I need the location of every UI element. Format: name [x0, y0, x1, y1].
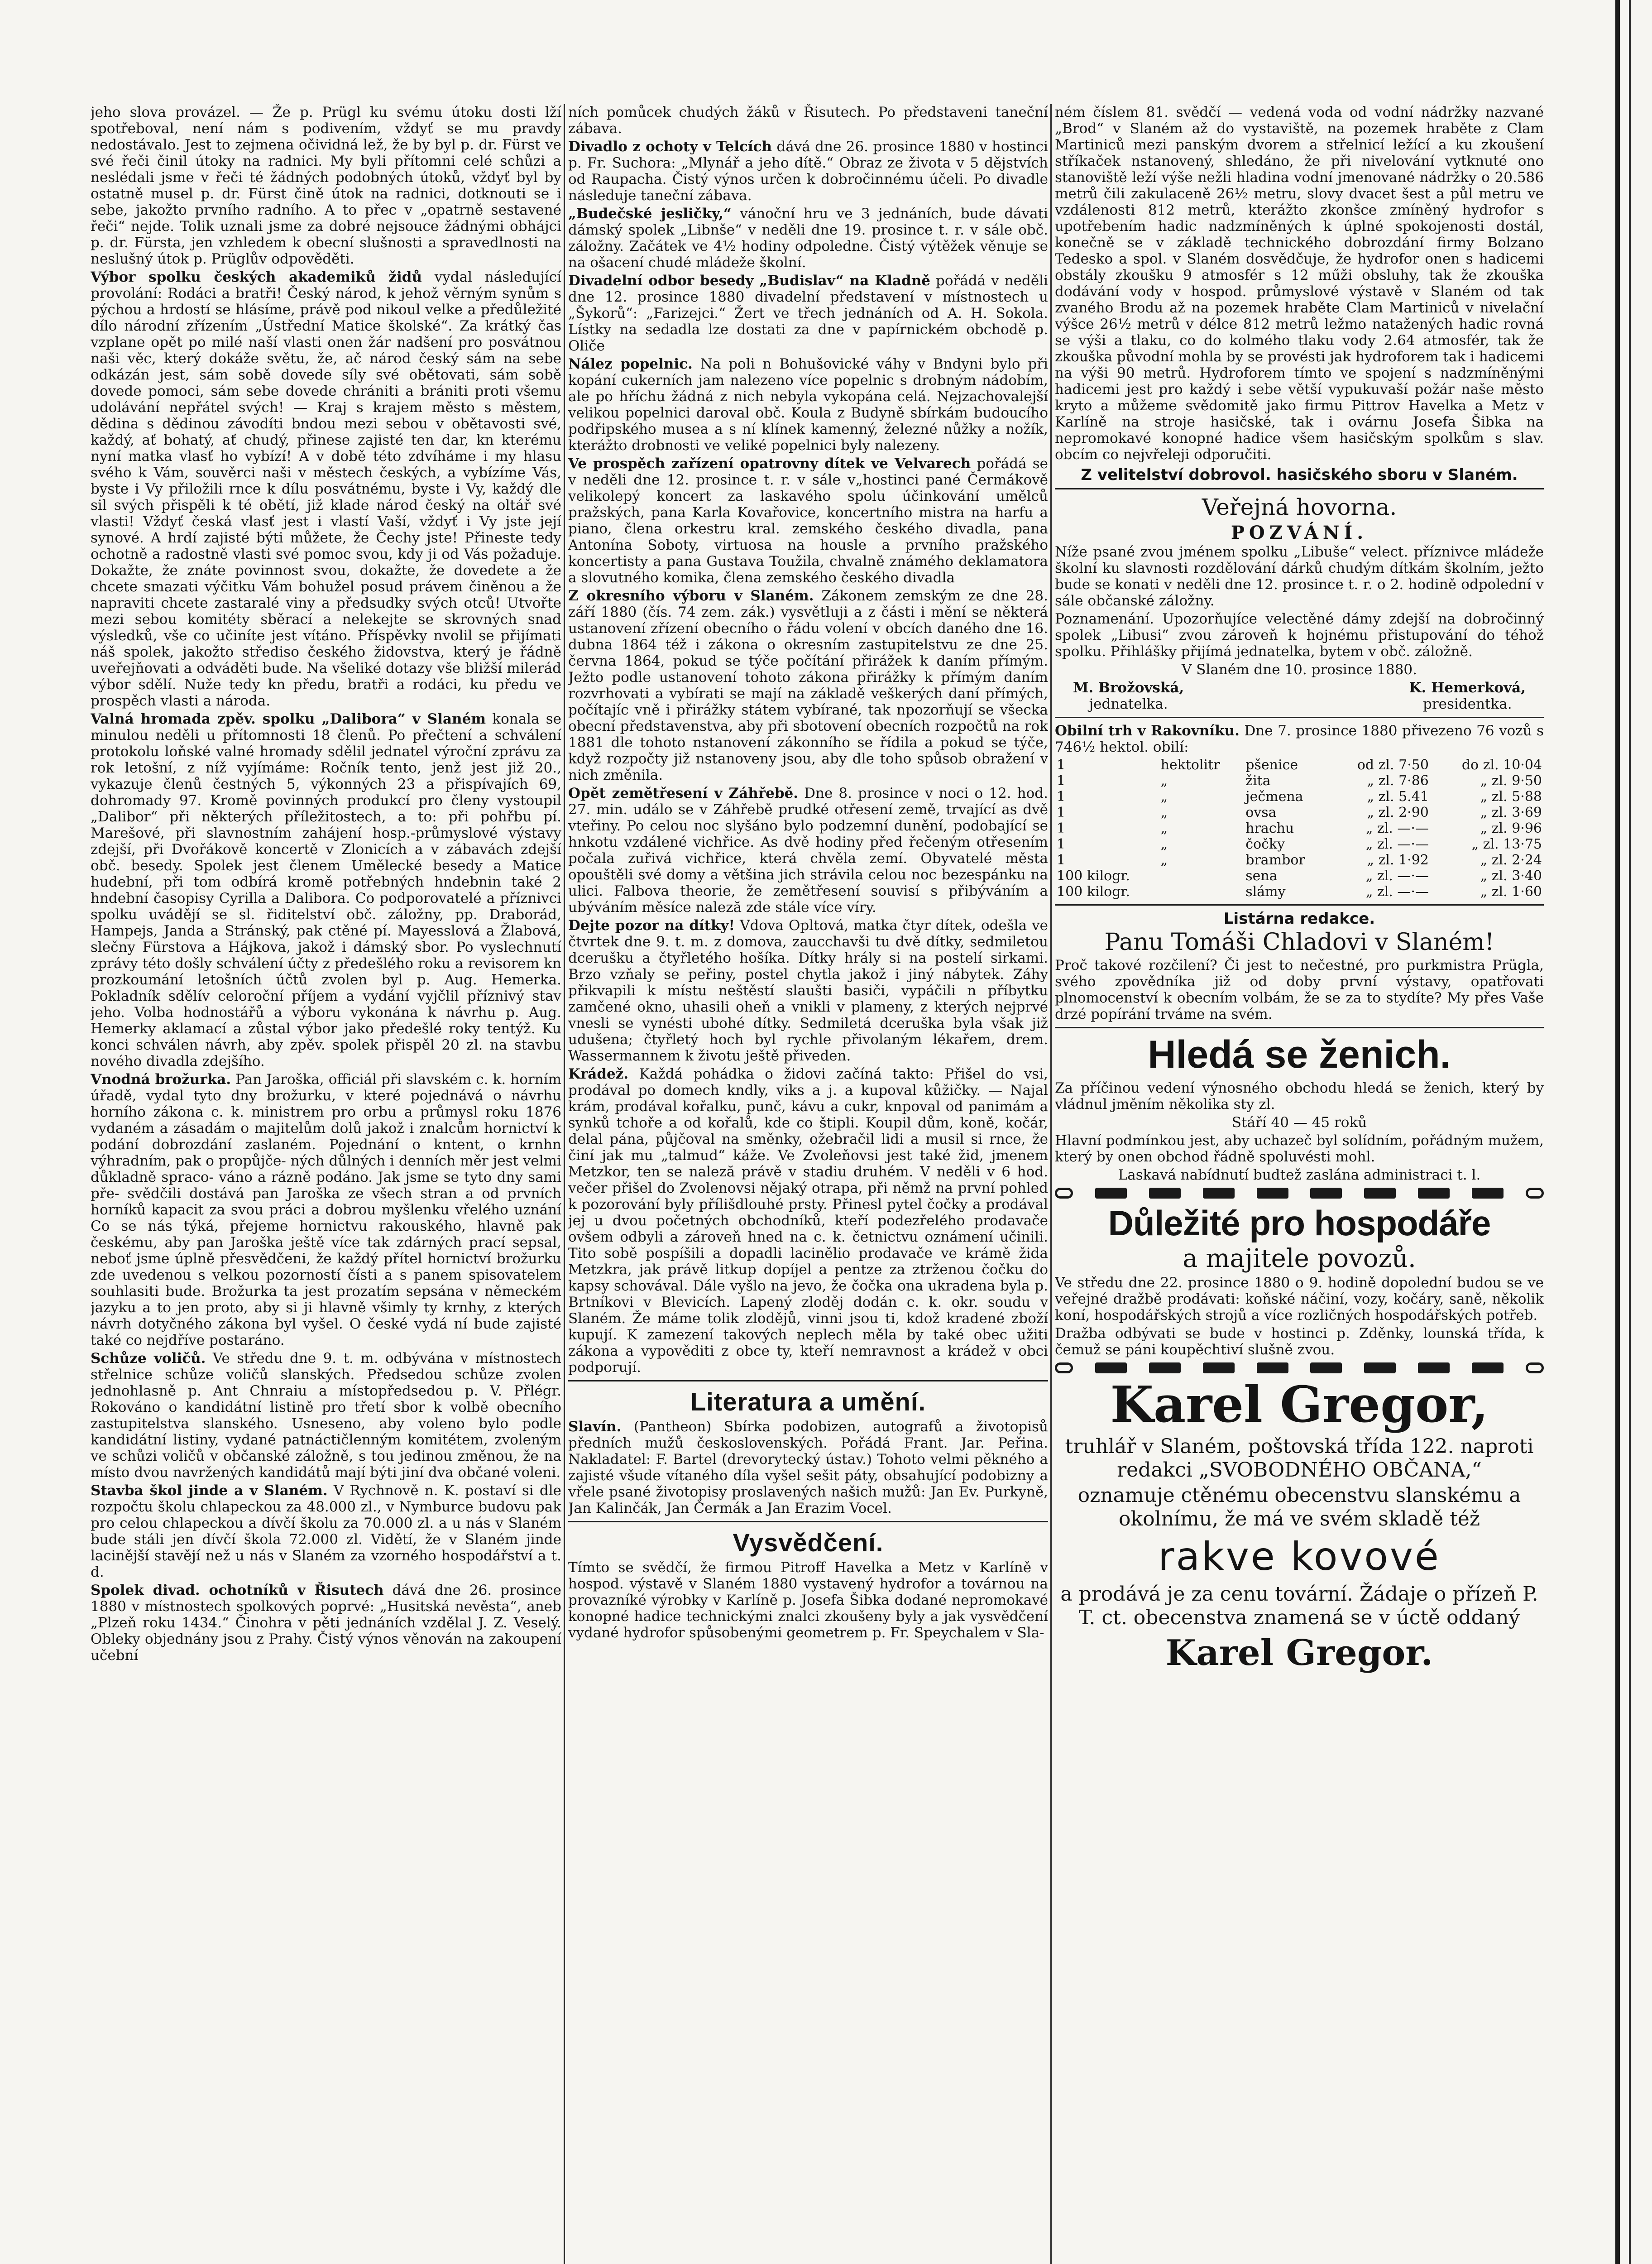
price-cell-unit: hektolitr: [1160, 757, 1220, 773]
body-valna: konala se minulou neděli u přítomnosti 18 členů. Po přečtení a schválení protokolu loňské valné hromady sdělil jednatel výroční zprávu za rok letošní, z níž vyjímáme: Ročník tento, jenž jest již 20., vykazuje členů čestných 5, výkonných 23 a přispívajích 69, dohromady 97. Kromě povinných produkcí pro členy vystoupil „Dalibor“ při některých příležitostech, a to: při pohřbu pí. Marešové, při slavnostním zahájení hosp.-průmyslové výstavy zdejší, při Dvořákově koncertě v Zlonicích a v zábavách zdejší obč. besedy. Spolek jest členem Umělecké besedy a Matice hudební, při tom odbírá kromě potřebných hndebnin také 2 hndební časopisy Cyrilla a Dalibora. Co podporovatelé a příznivci spolku uvádějí se sl. řiditelství obč. záložny, pp. Draborád, Hampejs, Janda a Stránský, pak ctěné pí. Mayesslová a Žlabová, slečny Fürstova a Hájkova, jakož i dámský sbor. Po vyslechnutí zprávy této došly schválení účty z předešlého roku a revisorem kn prozkoumání letošních účtů zvolen byl p. Aug. Hemerka. Pokladník sdělív celoroční příjem a vydání vyjčlil příznivý stav jeho. Volba hodnostářů a výboru vykonána k návrhu p. Aug. Hemerky aklamací a zůstal výbor jako předešlé roky tentýž. Ku konci schválen návrh, aby zpěv. spolek přispěl 20 zl. na stavbu nového divadla zdejšího.: [91, 711, 561, 1070]
body-zemetreseni: Dne 8. prosince v noci o 12. hod. 27. min. událo se v Záhřebě prudké otřesení země, trvající as dvě vteřiny. Po celou noc slyšáno bylo podzemní dunění, podobající se hnkotu vzdálené vichřice. As dvě hodiny před řečeným otřesením počala zuřivá vichřice, která chvěla zemí. Obyvatelé města opouštěli své domy a většina jich strávila celou noc bezespánku na ulici. Falbova theorie, že zemětřesení souvisí s přibýváním a ubýváním měsíce naleză zde stále více víry.: [568, 785, 1048, 916]
divider-literatura: [568, 1380, 1048, 1381]
price-row: [1055, 789, 1544, 805]
price-cell-from: „ zl. 5.41: [1367, 789, 1429, 805]
price-cell-item: ječmena: [1245, 789, 1303, 805]
heading-nalez: Nález popelnic.: [568, 356, 693, 372]
chain-link-icon: [1203, 1362, 1235, 1373]
body-nalez: Na poli n Bohušovické váhy v Bndyni bylo při kopání cukerních jam nalezeno více popelnic s drobným nádobím, ale po hříchu žádná z nich nebyla vykopána celá. Nejzachovalejší velikou popelnici daroval obč. Koula z Budyně sbírkám budoucího podřipského musea a s ní klínek kamenný, železné nůžky a nožík, kterážto drobnosti ve veliké popelnici byly nalezeny.: [568, 356, 1048, 454]
price-cell-item: ovsa: [1245, 805, 1277, 820]
chain-link-icon: [1257, 1188, 1288, 1199]
price-cell-qty: 100 kilogr.: [1057, 884, 1130, 900]
chain-ring-icon: [1526, 1362, 1544, 1373]
ad-gregor-body: a prodává je za cenu tovární. Žádaje o přízeň P. T. ct. obecenstva znamená se v úctě oddaný: [1060, 1583, 1538, 1629]
price-cell-from: od zl. 7·50: [1357, 757, 1429, 773]
price-cell-qty: 1: [1057, 852, 1066, 868]
price-cell-from: „ zl. —·—: [1365, 836, 1429, 852]
price-cell-to: „ zl. 9·50: [1480, 773, 1542, 789]
article-nalez: [568, 356, 1048, 454]
chain-ring-icon: [1526, 1188, 1544, 1199]
article-prospech: [568, 456, 1048, 586]
ad-gregor-address: truhlář v Slaném, poštovská třída 122. naproti redakci „SVOBODNÉHO OBČANA,“: [1065, 1435, 1534, 1482]
body-vnodna: Pan Jaroška, officiál při slavském c. k. horním úřadě, vydal tyto dny brožurku, v které pojednává o návrhu horního zákona c. k. ministrem pro orbu a průmysl roku 1876 vydaném a zásadám o majitelům dolů jakož i znalcům hornictví k podání dobrozdání zaslaném. Pojednání o kntent, o krnhn výhradním, pak o propůjče- ných důlných i denních měr jest velmi důkladně spraco- váno a rázně podáno. Jak jsme se tyto dny sami pře- svědčili dostává pan Jaroška ze všech stran a od prvních horníků kapacit za svou práci a dobrou myšlenku vřelého uznání Co se nás týká, přejeme hornictvu rakouského, hlavně pak českému, aby pan Jaroška ještě více tak zdárných prací sepsal, neboť jsme úplně přesvědčeni, že každý přítel hornictví brožurku zde uvedenou s velkou pozorností čísti a s panem spisovatelem souhlasiti bude. Brožurka ta jest prozatím sepsána v německém jazyku a to jen proto, aby si ji hlavně všimly ty krnhy, z kterých návrh dotyčného zákona byl vyšel. O české vydá ní bude zajisté také co nejdříve postaráno.: [91, 1071, 561, 1348]
chain-link-icon: [1095, 1362, 1127, 1373]
chain-link-icon: [1418, 1362, 1450, 1373]
column-divider-2: [1050, 104, 1052, 2264]
signature-right-name: K. Hemerková,: [1409, 680, 1526, 696]
article-prugl: jeho slova provázel. — Že p. Prügl ku svému útoku dosti lží spotřeboval, není nám s podivením, vždyť se mu pravdy nedostávalo. Jest to zejmena očividná lež, že by byl p. dr. Fürst ve své řeči činil útoky na radnici. My byli přítomni celé schůzi a neslédali jsme v řeči té žádných podobných útoků, vždyť byl by ostatně musel p. dr. Fürst čině útok na radnici, dotknouti se i sebe, jakožto prvního radního. A to přec v „opatrně sestavené řeči“ nejde. Tolik uznali jsme za dobré nejsouce žádnými obhájci p. dr. Fürsta, jen vzhledem k obecní slušnosti a spravedlnosti na neslušný útok p. Prüglův odpověděti.: [91, 104, 561, 267]
price-cell-from: „ zl. 7·86: [1367, 773, 1429, 789]
signature-left: [1073, 680, 1184, 712]
heading-budislav: Divadelní odbor besedy „Budislav“ na Kladně: [568, 273, 930, 289]
column-1: [91, 104, 561, 2264]
heading-chladovi: Panu Tomáši Chladovi v Slaném!: [1104, 929, 1494, 956]
article-stavba: [91, 1482, 561, 1580]
article-schuze: [91, 1350, 561, 1481]
heading-stavba: Stavba škol jinde a v Slaném.: [91, 1482, 328, 1499]
body-budecske: vánoční hru ve 3 jednáních, bude dávati dámský spolek „Libnše“ v neděli dne 19. prosince t. r. v sále obč. záložny. Začátek ve 4½ hodiny odpoledne. Čistý výtěžek věnuje se na ošacení chudé mládeže školní.: [568, 206, 1048, 271]
article-budislav: [568, 273, 1048, 354]
article-telc: [568, 139, 1048, 204]
article-zemetreseni: [568, 785, 1048, 916]
article-dejte: [568, 917, 1048, 1064]
price-cell-item: sena: [1245, 868, 1278, 884]
article-slavin: [568, 1419, 1048, 1516]
divider-obilni: [1055, 717, 1544, 718]
heading-spolek: Spolek divad. ochotníků v Řisutech: [91, 1582, 384, 1598]
signatures: [1055, 680, 1544, 712]
signature-left-role: jednatelka.: [1089, 696, 1168, 712]
article-kradez: [568, 1066, 1048, 1376]
chain-border-top: [1055, 1188, 1544, 1199]
ad-hospodare-drazba: Dražba odbývati se bude v hostinci p. Zděnky, lounská třída, k čemuž se páni koupěchtiví slušně zvou.: [1055, 1325, 1544, 1358]
ad-gregor-signature: Karel Gregor.: [1165, 1632, 1433, 1674]
body-vybor: vydal následující provolání: Rodáci a bratři! Český národ, k jehož věrným synům s pýchou a hrdostí se hlásíme, právě pod nikoul velke a předůležité dílo národní zřízením „Ústřední Matice školské“. Za krátký čas vzplane opět po milé naší vlasti onen žár nadšení pro posvátnou naši věc, který dokáže světu, že, ač národ český sám na sebe odkázán jest, sám sobě dovede síly své obětovati, sám sobě dovede pomoci, sám sebe dovede chrániti a brániti proti všemu udolávání nepřátel svých! — Kraj s krajem město s městem, dědina s dědinou závodíti bndou mezi sebou v obětavosti své, každý, ať bohatý, ať chudý, přinese zajisté ten dar, kn kterému nyní matka vlasť ho vybízí! A v době této zdvíháme i my hlasu svého k Vám, souvěrci naši v městech českých, a vybízíme Vás, byste i Vy přiložili rnce k dílu posvátnému, byste i Vy, každý dle sil svých přispěli k té obětí, již klade národ český na oltář své vlasti! Vždyť česká vlasť jest i vlastí Vaší, vždyť i Vy jste její synové. A hrdí zajisté býti můžete, že Čechy jste! Přineste tedy ochotně a radostně vlasti své pomoc svou, kdy ji od Vás požaduje. Dokažte, že znáte povinnost svou, dokažte, že dovedete a že chcete smazati výčitku Vám bohužel posud právem činěnou a že napraviti chcete zastaralé viny a předsudky svých otců! Utvořte mezi sebou komitéty sběrací a nelekejte se skrovných snad výsledků, vše co učiníte jest vítáno. Příspěvky nvolil se přijímati náš spolek, jakožto střediso českého židovstva, který je řádně uveřejňovati a odváděti bude. Na všeliké dotazy vše bližší milerád výbor sdělí. Nuže tedy kn předu, bratři a rodáci, ku předu ve prospěch vlasti a národa.: [91, 269, 561, 709]
body-slavin: (Pantheon) Sbírka podobizen, autografů a životopisů předních mužů československých. Pořádá Frant. Jar. Peřina. Nakladatel: F. Bartel (drevorytecký ústav.) Tohoto velmi pěkného a zajisté všude vítaného díla vyšel sešit páty, obsahující podobizny a vřele psané životopisy proslavených našich mužů: Jan Ev. Purkyně, Jan Kalinčák, Jan Čermák a Jan Erazim Vocel.: [568, 1419, 1048, 1516]
price-cell-item: brambor: [1245, 852, 1305, 868]
price-cell-item: čočky: [1245, 836, 1285, 852]
signature-left-name: M. Brožovská,: [1073, 680, 1184, 696]
heading-velitelstvi: Z velitelství dobrovol. hasičského sboru v Slaném.: [1081, 466, 1518, 484]
price-row: [1055, 805, 1544, 820]
heading-vnodna: Vnodná brožurka.: [91, 1071, 231, 1088]
article-obilni: [1055, 723, 1544, 755]
price-cell-qty: 1: [1057, 836, 1066, 852]
body-zenich: Za příčinou vedení výnosného obchodu hledá se ženich, který by vládnul jměním několika sty zl.: [1055, 1080, 1544, 1113]
chain-link-icon: [1472, 1362, 1504, 1373]
body-poznamenani: Poznamenání. Upozorňujíce velectěné dámy zdejší na dobročinný spolek „Libusi“ zvou zároveň k hojnému přistupování do téhož spolku. Přihlášky přijímá jednatelka, bytem v obč. záložně.: [1055, 611, 1544, 660]
body-chladovi: Proč takové rozčilení? Či jest to nečestné, pro purkmistra Prügla, svého zpovědníka již od doby první výstavy, opatřovati plnomocenství k obecním volbám, že se za to stydíte? My přes Vaše drzé popírání trváme na svém.: [1055, 957, 1544, 1022]
heading-kradez: Krádež.: [568, 1066, 629, 1082]
body-dejte: Vdova Opltová, matka čtyr dítek, odešla ve čtvrtek dne 9. t. m. z domova, zaucchavši tu dvě dítky, sedmiletou dcerušku a čtyřletého hošíka. Dítky hrály si na postelí sirkami. Brzo vzňaly se peřiny, postel chytla jakož i jiný nábytek. Záhy přikvapili k místu neštěstí slaušti basiči, vypáčili n příbytku zamčené okno, uhasili oheň a vnikli v plameny, z kterých nejprvé vnesli se vynésti ubohé dítky. Sedmiletá dceruška byla však již udušena; čtyřletý hoch byl rychle přivolaným lékařem, drem. Wassermannem k životu ještě přiveden.: [568, 917, 1048, 1064]
price-cell-item: slámy: [1245, 884, 1286, 900]
body-telc: dává dne 26. prosince 1880 v hostinci p. Fr. Suchora: „Mlynář a jeho dítě.“ Obraz ze života v 5 dějstvích od Raupacha. Čistý výnos určen k dobročinnému účeli. Po divadle následuje taneční zábava.: [568, 139, 1048, 204]
chain-link-icon: [1472, 1188, 1504, 1199]
chain-link-icon: [1149, 1362, 1181, 1373]
divider-hovorna: [1055, 488, 1544, 489]
price-cell-qty: 1: [1057, 773, 1066, 789]
article-intro-3: ném číslem 81. svědčí — vedená voda od vodní nádržky nazvané „Brod“ v Slaném až do vystaviště, na pozemek hraběte z Clam Martiniců mezi panským dvorem a střelnicí ležící a ku zkoušení stříkaček nstanovený, shledáno, že při nivelování vytknuté ono stanoviště leží výše nežli hladina vodní jmenované nádržky o 20.586 metrů čili zakulaceně 26½ metru, slovy dvacet šest a půl metru ve vzdálenosti 812 metrů, kterážto zkonšce zmíněný hydrofor s upotřebením hadic nadzmíněných k úplné spokojenosti dostál, konečně se v základě technického dobrozdání firmy Bolzano Tedesko a spol. v Slaném dosvědčuje, že hydrofor onen s hadicemi obstály zkoušku 9 atmosfér s 12 műži obsluhy, tak že zkouška dodávání vody v hospod. průmyslové výstavě v Slaném od tak zvaného Brodu až na pozemek hraběte Clam Martiniců v nivelační výšce 26½ metrů v délce 812 metrů ležmo natažených hadic rovná se výši a tlaku, co do kolmého tlaku vody 2.64 atmosfér, tak že zkouška původní mohla by se provésti jak hydroforem tak i hadicemi na výši 90 metrů. Hydroforem tímto ve spojení s nadzmíněnými hadicemi jest pro každý i sebe větší vypukuvaší požár naše město kryto a můžeme svědomitě jako firmu Pittrov Havelka a Metz v Karlíně na stroje hasičské, tak i ovárnu Josefa Šibka na nepromokavé konopné hadice všem hasičským spolkům s slav. obcím co nejvřeleji odporučiti.: [1055, 104, 1544, 463]
price-cell-to: „ zl. 3·40: [1480, 868, 1542, 884]
chain-link-icon: [1095, 1188, 1127, 1199]
body-okresni: Zákonem zemským ze dne 28. září 1880 (čís. 74 zem. zák.) vysvětluji a z části i mění se některá ustanovení zřízení obecního o řádu volení v obcích daného dne 16. dubna 1864 též i zákona o okresním zastupitelstvu ze dne 25. června 1864, pokud se týče počítání přirážek k daním přímým. Ježto podle ustanovení tohoto zákona přirážky k přímým daním rozvrhovati a vybírati se mají na základě veškerých daní přímých, počítajíc vně i přirážky státem vybírané, tak npozorňují se všecka obecní představenstva, aby při sbotovení obecních rozpočtů na rok 1881 dle tohoto nstanovení zákonního se řídila a pokud se týče, když rozpočty již nstanoveny jsou, aby dle toho spůsob obražení v nich změnila.: [568, 588, 1048, 783]
chain-ring-icon: [1055, 1188, 1073, 1199]
article-spolek: [91, 1582, 561, 1664]
heading-budecske: „Budečské jesličky,“: [568, 206, 732, 222]
price-cell-from: „ zl. —·—: [1365, 884, 1429, 900]
price-row: [1055, 868, 1544, 884]
body-kradez: Každá pohádka o židovi začíná takto: Přišel do vsi, prodával po domech kndly, viks a j. a kupoval kůžičky. — Najal krám, prodával kořalku, punč, kávu a cukr, knpoval od panimám a synků tchoře a od kořalů, kde co štipli. Koupil dům, koně, kočár, delal pána, půjčoval na směnky, ožebračil lidi a musil si rnce, že činí jak mu „talmud“ káže. Ve Zvoleňovsi jest také žid, jmenem Metzkor, ten se naleză právě v stadiu druhém. V neděli v 6 hod. večer přišel do Zvolenovsi nějaký otrapa, při němž na první pohled k pozorování byly přílišdlouhé prsty. Přinesl pytel čočky a prodával jej u dvou početných obchodníků, kteří podezřelého prodavače ovšem odbyli a zároveň hned na c. k. četnictvu oznámení učinili. Tito sobě pospíšili a dopadli lacinělio prodavače ve krámě žida Metzkra, jak právě litkup dopíjel a pentze za ztrženou čočku do kapsy schovával. Dále vyšlo na jevo, že čočka ona ukradena byla p. Brtníkovi v Blevicích. Lapený zloděj dodán c. k. okr. soudu v Slaném. Že máme tolik zlodějů, vinni jsou ti, kdož kradené zboží kupují. K zamezení takových neplech měla by také obec užiti zákona a vypověditi z obce ty, kteří nemravnost a krádež v obci podporují.: [568, 1066, 1048, 1376]
body-stari: Stáří 40 — 45 roků: [1231, 1114, 1367, 1131]
signature-right: [1409, 680, 1526, 712]
heading-vybor: Výbor spolku českých akademiků židů: [91, 269, 422, 285]
right-margin-rule: [1615, 0, 1620, 2264]
chain-link-icon: [1418, 1188, 1450, 1199]
price-cell-from: „ zl. —·—: [1365, 868, 1429, 884]
heading-pozvani: POZVÁNÍ.: [1231, 522, 1368, 543]
column-3: [1055, 104, 1544, 2264]
chain-link-icon: [1310, 1362, 1342, 1373]
heading-zenich: Hledá se ženich.: [1148, 1033, 1451, 1076]
price-cell-to: „ zl. 5·88: [1480, 789, 1542, 805]
price-row: [1055, 773, 1544, 789]
article-valna: [91, 711, 561, 1070]
article-vnodna: [91, 1071, 561, 1348]
price-row: [1055, 852, 1544, 868]
signature-right-role: presidentka.: [1422, 696, 1512, 712]
article-okresni: [568, 588, 1048, 783]
body-obilni: Dne 7. prosince 1880 přivezeno 76 vozů s 746½ hektol. obilí:: [1055, 723, 1544, 755]
ad-hospodare-body: Ve středu dne 22. prosince 1880 o 9. hodině dopolední budou se ve veřejné dražbě prodávati: koňské náčiní, vozy, kočáry, saně, několik koní, hospodářských strojů a více rozličných hospodářských potřeb.: [1055, 1275, 1544, 1324]
heading-dejte: Dejte pozor na dítky!: [568, 917, 735, 934]
price-cell-unit: „: [1160, 852, 1168, 868]
heading-schuze: Schůze voličů.: [91, 1350, 206, 1367]
price-table: [1055, 757, 1544, 900]
heading-listarna: Listárna redakce.: [1223, 910, 1375, 928]
ad-hospodare-title: Důležité pro hospodáře: [1108, 1203, 1491, 1243]
article-vysvedceni: Tímto se svědčí, že firmou Pitroff Havelka a Metz v Karlíně v hospod. výstavě v Slaném 1880 vystavený hydrofor a továrnou na provazníké výrobky v Karlíně p. Josefa Šibka dodané nepromokavé konopné hadice technickými znalci zkoušeny byly a jak vysvědčení vydané hydrofor spůsobenými geometrem p. Fr. Speychalem v Sla-: [568, 1559, 1048, 1641]
chain-link-icon: [1310, 1188, 1342, 1199]
price-cell-to: „ zl. 9·96: [1480, 820, 1542, 836]
article-budecske: [568, 206, 1048, 271]
price-cell-to: „ zl. 2·24: [1480, 852, 1542, 868]
price-cell-from: „ zl. 2·90: [1367, 805, 1429, 820]
price-cell-qty: 100 kilogr.: [1057, 868, 1130, 884]
heading-prospech: Ve prospěch zařízení opatrovny dítek ve Velvarech: [568, 456, 971, 472]
body-spolek: dává dne 26. prosince 1880 v místnostech spolkových poprvé: „Husitská nevěsta“, aneb „Plzeň roku 1434.“ Činohra v pěti jednáních vzdělal J. Z. Veselý. Obleky objednány jsou z Prahy. Čistý výnos věnován na zakoupení učební: [91, 1582, 561, 1664]
heading-telc: Divadlo z ochoty v Telcích: [568, 139, 772, 155]
price-cell-from: „ zl. 1·92: [1367, 852, 1429, 868]
body-schuze: Ve středu dne 9. t. m. odbývána v místnostech střelnice schůze voličů slanských. Předsedou schůze zvolen jednohlasně p. Ant Chnraiu a místopředsedou p. V. Přlégr. Rokováno o kandidátní listině pro třetí sbor k volbě obecního zastupitelstva slanského. Usneseno, aby voleno bylo podle kandidátní listiny, vydané patnáctičlenným komitétem, zvoleným ve schůzi voličů v občanské záložně, s tou jedinou změnou, že na místo dvou navržených kandidátů mají býti jiní dva občané voleni.: [91, 1350, 561, 1481]
heading-valna: Valná hromada zpěv. spolku „Dalibora“ v Slaném: [91, 711, 486, 727]
date-line: V Slaném dne 10. prosince 1880.: [1181, 662, 1417, 678]
page-edge-rule: [1629, 0, 1631, 2264]
price-cell-unit: [1159, 884, 1244, 900]
chain-ring-icon: [1055, 1362, 1073, 1373]
heading-slavin: Slavín.: [568, 1419, 622, 1435]
chain-link-icon: [1257, 1362, 1288, 1373]
price-cell-qty: 1: [1057, 789, 1066, 805]
price-cell-unit: „: [1160, 820, 1168, 836]
body-podminka: Hlavní podmínkou jest, aby uchazeč byl solídním, pořádným mužem, který by onen obchod řádně spoluvésti mohl.: [1055, 1132, 1544, 1165]
price-cell-to: „ zl. 3·69: [1480, 805, 1542, 820]
chain-link-icon: [1364, 1362, 1396, 1373]
price-cell-item: pšenice: [1245, 757, 1298, 773]
price-cell-unit: „: [1160, 773, 1168, 789]
price-cell-unit: „: [1160, 836, 1168, 852]
price-cell-item: žita: [1245, 773, 1271, 789]
price-cell-unit: „: [1160, 805, 1168, 820]
section-vysvedceni: Vysvědčení.: [733, 1528, 884, 1557]
price-row: [1055, 884, 1544, 900]
body-stavba: V Rychnově n. K. postaví si dle rozpočtu školu chlapeckou za 48.000 zl., v Nymburce budovu pak pro celou chlapeckou a dívčí školu za 70.000 zl. a u nás v Slaném bude stáli jen dívčí škola 72.000 zl. Vidětí, že v Slaném jinde lacinější stavějí než u nás v Slaném za vzorného hospodářství a t. d.: [91, 1482, 561, 1580]
price-cell-to: „ zl. 1·60: [1480, 884, 1542, 900]
divider-zenich: [1055, 1027, 1544, 1028]
article-intro-2: ních pomůcek chudých žáků v Řisutech. Po představeni taneční zábava.: [568, 104, 1048, 137]
price-row: [1055, 757, 1544, 773]
ad-gregor-title: Karel Gregor,: [1110, 1375, 1489, 1434]
price-cell-to: do zl. 10·04: [1461, 757, 1542, 773]
price-cell-qty: 1: [1057, 805, 1066, 820]
heading-hovorna: Veřejná hovorna.: [1202, 494, 1397, 520]
price-cell-qty: 1: [1057, 757, 1066, 773]
section-literatura: Literatura a umění.: [690, 1387, 926, 1416]
body-budislav: pořádá v neděli dne 12. prosince 1880 divadelní představení v místnostech u „Šykorů“: „Farizejci.“ Žert ve třech jednáních od A. H. Sokola. Lístky na sedadla lze dostati za dne v papírnickém obchodě p. Oliče: [568, 273, 1048, 354]
body-prospech: pořádá se v neděli dne 12. prosince t. r. v sále v„hostinci pané Čermákově velikolepý koncert za laskavého spolu účinkování umělců pražských, pana Karla Kovařovice, koncertního mistra na harfu a piano, člena orkestru kral. zemského českého divadla, pana Antonína Soboty, virtuosa na housle a prvního pražského koncertisty a pana Gustava Toužila, chvalně známého deklamatora a slovutného komika, člena zemského českého divadla: [568, 456, 1048, 586]
chain-link-icon: [1149, 1188, 1181, 1199]
chain-border-bottom: [1055, 1362, 1544, 1373]
body-pozvani: Níže psané zvou jménem spolku „Libuše“ velect. příznivce mládeže školní ku slavnosti rozdělování dárků chudým dítkám školním, ježto bude se konati v neděli dne 12. prosince t. r. o 2. hodině odpolední v sále občanské záložny.: [1055, 544, 1544, 609]
price-row: [1055, 820, 1544, 836]
heading-okresni: Z okresního výboru v Slaném.: [568, 588, 814, 604]
column-2: [568, 104, 1048, 2264]
price-cell-unit: [1159, 868, 1244, 884]
price-cell-to: „ zl. 13·75: [1471, 836, 1542, 852]
article-vybor: [91, 269, 561, 709]
price-cell-qty: 1: [1057, 820, 1066, 836]
price-cell-from: „ zl. —·—: [1365, 820, 1429, 836]
chain-link-icon: [1364, 1188, 1396, 1199]
chain-link-icon: [1203, 1188, 1235, 1199]
ad-gregor-rakve: rakve kovové: [1158, 1534, 1441, 1579]
heading-zemetreseni: Opět zemětřesení v Záhřebě.: [568, 785, 799, 801]
price-cell-item: hrachu: [1245, 820, 1294, 836]
divider-listarna: [1055, 904, 1544, 906]
heading-obilni: Obilní trh v Rakovníku.: [1055, 723, 1240, 739]
ad-gregor-announce: oznamuje ctěnému obecenstvu slanskému a okolnímu, že má ve svém skladě též: [1077, 1484, 1521, 1530]
ad-hospodare-subtitle: a majitele povozů.: [1183, 1244, 1416, 1273]
price-row: [1055, 836, 1544, 852]
price-cell-unit: „: [1160, 789, 1168, 805]
column-divider-1: [564, 104, 565, 2264]
divider-vysvedceni: [568, 1521, 1048, 1522]
body-nabidka: Laskavá nabídnutí budtež zaslána administraci t. l.: [1118, 1167, 1481, 1183]
